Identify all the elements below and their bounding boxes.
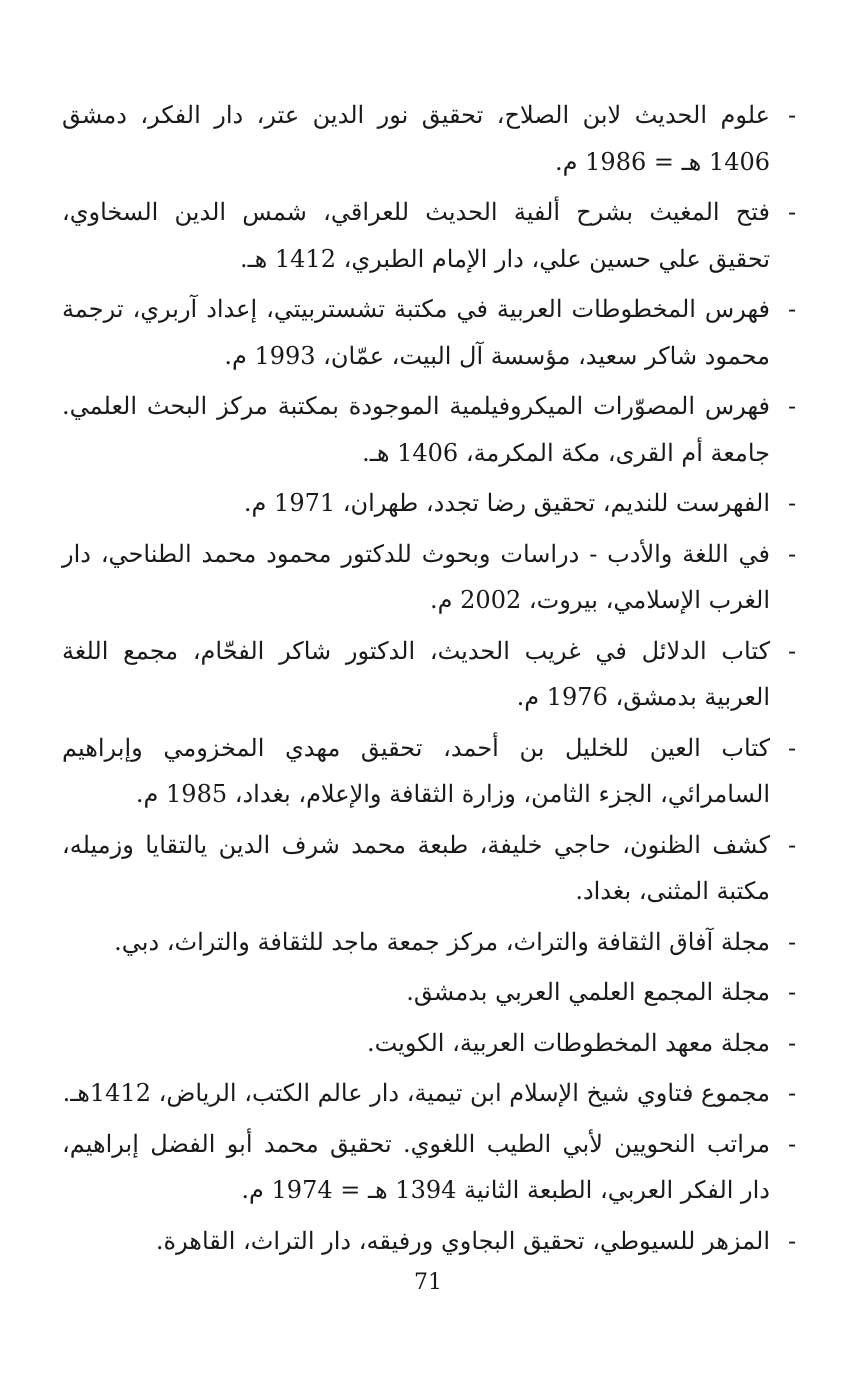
reference-item bbox=[62, 1218, 804, 1265]
bullet-dash: - bbox=[787, 830, 797, 859]
reference-text: مجموع فتاوي شيخ الإسلام ابن تيمية، دار عالم الكتب، الرياض، 1412هـ. bbox=[62, 1079, 770, 1107]
reference-item bbox=[62, 189, 804, 282]
page-number: 71 bbox=[414, 1270, 442, 1295]
bullet-dash: - bbox=[787, 636, 797, 665]
reference-item bbox=[62, 1020, 804, 1067]
reference-text: الفهرست للنديم، تحقيق رضا تجدد، طهران، 1971 م. bbox=[243, 489, 770, 517]
reference-text: كشف الظنون، حاجي خليفة، طبعة محمد شرف الدين يالتقايا وزميله، مكتبة المثنى، بغداد. bbox=[62, 830, 770, 905]
reference-text: مجلة المجمع العلمي العربي بدمشق. bbox=[406, 978, 770, 1006]
reference-text: المزهر للسيوطي، تحقيق البجاوي ورفيقه، دار التراث، القاهرة. bbox=[155, 1226, 770, 1255]
reference-item bbox=[62, 919, 804, 966]
bullet-dash: - bbox=[787, 295, 797, 323]
reference-item bbox=[62, 822, 804, 915]
reference-text: مجلة معهد المخطوطات العربية، الكويت. bbox=[366, 1028, 770, 1057]
bullet-dash: - bbox=[787, 198, 797, 226]
reference-text: كتاب العين للخليل بن أحمد، تحقيق مهدي المخزومي وإبراهيم السامرائي، الجزء الثامن، وزارة الثقافة والإعلام، بغداد، 1985 م. bbox=[62, 733, 770, 808]
bullet-dash: - bbox=[787, 1226, 797, 1255]
bullet-dash: - bbox=[787, 489, 797, 517]
bullet-dash: - bbox=[787, 978, 797, 1006]
reference-item bbox=[62, 628, 804, 721]
reference-text: مجلة آفاق الثقافة والتراث، مركز جمعة ماجد للثقافة والتراث، دبي. bbox=[114, 927, 770, 956]
reference-text: علوم الحديث لابن الصلاح، تحقيق نور الدين عتر، دار الفكر، دمشق 1406 هـ = 1986 م. bbox=[62, 101, 770, 176]
bullet-dash: - bbox=[787, 539, 797, 568]
reference-text: مراتب النحويين لأبي الطيب اللغوي. تحقيق محمد أبو الفضل إبراهيم، دار الفكر العربي، الطبعة الثانية 1394 هـ = 1974 م. bbox=[62, 1129, 770, 1204]
reference-item bbox=[62, 92, 804, 185]
bullet-dash: - bbox=[787, 392, 797, 420]
reference-item bbox=[62, 480, 804, 527]
reference-item bbox=[62, 531, 804, 624]
reference-text: في اللغة والأدب - دراسات وبحوث للدكتور محمود محمد الطناحي، دار الغرب الإسلامي، بيروت، 2002 م. bbox=[62, 539, 770, 614]
bullet-dash: - bbox=[787, 1079, 797, 1107]
reference-item bbox=[62, 1121, 804, 1214]
reference-item bbox=[62, 1070, 804, 1117]
reference-item bbox=[62, 383, 804, 476]
bullet-dash: - bbox=[787, 101, 797, 129]
references-list bbox=[62, 92, 804, 1268]
bullet-dash: - bbox=[787, 1028, 797, 1057]
reference-item bbox=[62, 725, 804, 818]
reference-text: فهرس المخطوطات العربية في مكتبة تشستربيتي، إعداد آربري، ترجمة محمود شاكر سعيد، مؤسسة آل البيت، عمّان، 1993 م. bbox=[62, 295, 770, 370]
reference-item bbox=[62, 969, 804, 1016]
reference-text: كتاب الدلائل في غريب الحديث، الدكتور شاكر الفحّام، مجمع اللغة العربية بدمشق، 1976 م. bbox=[62, 636, 770, 711]
bullet-dash: - bbox=[787, 1129, 797, 1158]
bullet-dash: - bbox=[787, 927, 797, 956]
reference-text: فهرس المصوّرات الميكروفيلمية الموجودة بمكتبة مركز البحث العلمي. جامعة أم القرى، مكة المكرمة، 1406 هـ. bbox=[62, 392, 770, 467]
bullet-dash: - bbox=[787, 733, 797, 762]
reference-text: فتح المغيث بشرح ألفية الحديث للعراقي، شمس الدين السخاوي، تحقيق علي حسين علي، دار الإمام الطبري، 1412 هـ. bbox=[62, 198, 770, 273]
reference-item bbox=[62, 286, 804, 379]
